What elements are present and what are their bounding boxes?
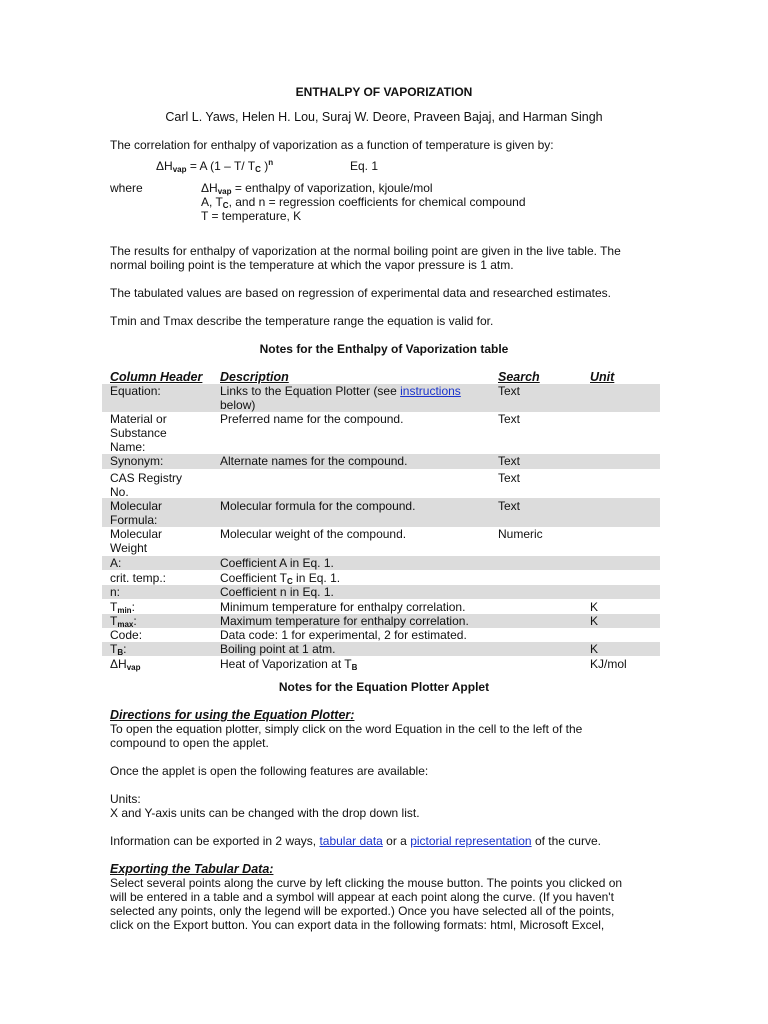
export-text: of the curve. bbox=[531, 834, 601, 848]
table-cell-column: Weight bbox=[110, 541, 148, 555]
authors-line: Carl L. Yaws, Helen H. Lou, Suraj W. Deore, Praveen Bajaj, and Harman Singh bbox=[165, 110, 603, 124]
table-cell-column: CAS Registry bbox=[110, 471, 183, 485]
export-line bbox=[110, 834, 601, 848]
table-cell-description: Coefficient n in Eq. 1. bbox=[220, 585, 334, 599]
paragraph-2: The tabulated values are based on regression of experimental data and researched estimates. bbox=[110, 286, 611, 300]
units-label: Units: bbox=[110, 792, 141, 806]
equation-rhs-b: ) bbox=[260, 159, 269, 173]
table-cell-column: Substance bbox=[110, 426, 167, 440]
header-description: Description bbox=[220, 370, 289, 384]
header-unit: Unit bbox=[590, 370, 615, 384]
table-cell-search: Text bbox=[498, 412, 521, 426]
table-cell-search: Text bbox=[498, 384, 521, 398]
where-line-1-a: ΔH bbox=[201, 181, 218, 195]
exporting-line-3: selected any points, only the legend will be exported.) Once you have selected all of the points, bbox=[110, 904, 615, 918]
table-cell-unit: K bbox=[590, 642, 599, 656]
table-cell-search: Numeric bbox=[498, 527, 543, 541]
desc-sub: C bbox=[286, 577, 293, 586]
table-cell-column: Molecular bbox=[110, 499, 163, 513]
col-sub: min bbox=[117, 606, 132, 615]
col-text: : bbox=[123, 642, 127, 656]
table-cell-description: Coefficient A in Eq. 1. bbox=[220, 556, 334, 570]
tabular-data-link[interactable]: tabular data bbox=[319, 834, 383, 848]
exporting-line-2: will be entered in a table and a symbol will appear at each point along the curve. (If you haven't bbox=[110, 890, 614, 904]
col-text: T bbox=[110, 642, 118, 656]
table-cell-search: Text bbox=[498, 499, 521, 513]
table-cell-column: A: bbox=[110, 556, 122, 570]
table-cell-description: Alternate names for the compound. bbox=[220, 454, 408, 468]
col-text: ΔH bbox=[110, 657, 127, 671]
equation-1 bbox=[156, 159, 273, 173]
where-line-2-sub: C bbox=[222, 201, 229, 210]
table-cell-description: Molecular formula for the compound. bbox=[220, 499, 416, 513]
equation-c-sub: C bbox=[255, 165, 261, 174]
table-cell-column bbox=[110, 600, 135, 614]
table-cell-description: Maximum temperature for enthalpy correlation. bbox=[220, 614, 469, 628]
table-cell-description: Preferred name for the compound. bbox=[220, 412, 404, 426]
directions-line-2: compound to open the applet. bbox=[110, 736, 269, 750]
table-cell-search: Text bbox=[498, 471, 521, 485]
table-cell-column bbox=[110, 614, 137, 628]
where-word: where bbox=[110, 181, 143, 195]
table-cell-column: Name: bbox=[110, 440, 146, 454]
table-cell-unit: K bbox=[590, 600, 599, 614]
table-cell-column: Code: bbox=[110, 628, 143, 642]
table-cell-description bbox=[220, 657, 357, 671]
instructions-link[interactable]: instructions bbox=[400, 384, 461, 398]
table-row-shade bbox=[102, 642, 660, 656]
export-text: Information can be exported in 2 ways, bbox=[110, 834, 320, 848]
paragraph-1-line-2: normal boiling point is the temperature at which the vapor pressure is 1 atm. bbox=[110, 258, 514, 272]
col-sub: vap bbox=[126, 663, 141, 672]
table-cell-description: Minimum temperature for enthalpy correlation. bbox=[220, 600, 466, 614]
directions-heading: Directions for using the Equation Plotter: bbox=[110, 708, 355, 722]
pictorial-representation-link[interactable]: pictorial representation bbox=[410, 834, 532, 848]
header-column: Column Header bbox=[110, 370, 203, 384]
where-line-1-b: = enthalpy of vaporization, kjoule/mol bbox=[231, 181, 433, 195]
desc-sub: B bbox=[351, 663, 358, 672]
desc-text: in Eq. 1. bbox=[292, 571, 341, 585]
table-cell-column: Synonym: bbox=[110, 454, 164, 468]
where-line-2 bbox=[201, 195, 526, 209]
exporting-heading: Exporting the Tabular Data: bbox=[110, 862, 274, 876]
desc-text: Heat of Vaporization at T bbox=[220, 657, 352, 671]
exporting-line-1: Select several points along the curve by left clicking the mouse button. The points you clicked on bbox=[110, 876, 623, 890]
table-cell-column bbox=[110, 657, 140, 671]
table-cell-search: Text bbox=[498, 454, 521, 468]
col-text: T bbox=[110, 614, 118, 628]
document-title: ENTHALPY OF VAPORIZATION bbox=[295, 85, 473, 99]
table-row-shade bbox=[102, 556, 660, 570]
equation-vap-sub: vap bbox=[172, 165, 187, 174]
applet-open-text: Once the applet is open the following features are available: bbox=[110, 764, 429, 778]
table-cell-column: Formula: bbox=[110, 513, 158, 527]
where-line-3: T = temperature, K bbox=[201, 209, 302, 223]
equation-lhs: ΔH bbox=[156, 159, 173, 173]
table-cell-column: No. bbox=[110, 485, 129, 499]
paragraph-1-line-1: The results for enthalpy of vaporization at the normal boiling point are given in the live table. The bbox=[110, 244, 621, 258]
table-cell-column: Equation: bbox=[110, 384, 161, 398]
header-search: Search bbox=[498, 370, 540, 384]
intro-text: The correlation for enthalpy of vaporization as a function of temperature is given by: bbox=[110, 138, 554, 152]
export-text: or a bbox=[382, 834, 411, 848]
directions-line-1: To open the equation plotter, simply click on the word Equation in the cell to the left of the bbox=[110, 722, 583, 736]
units-text: X and Y-axis units can be changed with the drop down list. bbox=[110, 806, 420, 820]
notes-plotter-title: Notes for the Equation Plotter Applet bbox=[278, 680, 490, 694]
where-line-2-b: , and n = regression coefficients for chemical compound bbox=[228, 195, 526, 209]
equation-rhs-a: = A (1 – T/ T bbox=[186, 159, 256, 173]
desc-text: Coefficient T bbox=[220, 571, 287, 585]
where-line-2-a: A, T bbox=[201, 195, 223, 209]
equation-label: Eq. 1 bbox=[350, 159, 379, 173]
table-cell-column: Material or bbox=[110, 412, 167, 426]
col-text: : bbox=[133, 614, 137, 628]
table-cell-description: Molecular weight of the compound. bbox=[220, 527, 407, 541]
table-cell-column: n: bbox=[110, 585, 121, 599]
exporting-line-4: click on the Export button. You can export data in the following formats: html, Microsoft Excel, bbox=[110, 918, 605, 932]
table-row-shade bbox=[102, 585, 660, 599]
table-cell-column bbox=[110, 642, 126, 656]
table-cell-unit: K bbox=[590, 614, 599, 628]
equation-n-sup: n bbox=[268, 158, 274, 167]
desc-text: Links to the Equation Plotter (see bbox=[220, 384, 401, 398]
where-line-1 bbox=[201, 181, 433, 195]
table-cell-description bbox=[220, 571, 340, 585]
table-cell-unit: KJ/mol bbox=[590, 657, 627, 671]
table-cell-description: Boiling point at 1 atm. bbox=[220, 642, 336, 656]
table-cell-column: crit. temp.: bbox=[110, 571, 167, 585]
col-text: T bbox=[110, 600, 118, 614]
table-cell-column: Molecular bbox=[110, 527, 163, 541]
col-text: : bbox=[131, 600, 135, 614]
notes-table-title: Notes for the Enthalpy of Vaporization table bbox=[259, 342, 509, 356]
table-cell-description-cont: below) bbox=[220, 398, 256, 412]
col-sub: B bbox=[117, 648, 124, 657]
table-cell-description: Data code: 1 for experimental, 2 for estimated. bbox=[220, 628, 467, 642]
col-sub: max bbox=[117, 620, 134, 629]
paragraph-3: Tmin and Tmax describe the temperature range the equation is valid for. bbox=[110, 314, 494, 328]
table-cell-description bbox=[220, 384, 461, 398]
where-line-1-sub: vap bbox=[217, 187, 232, 196]
